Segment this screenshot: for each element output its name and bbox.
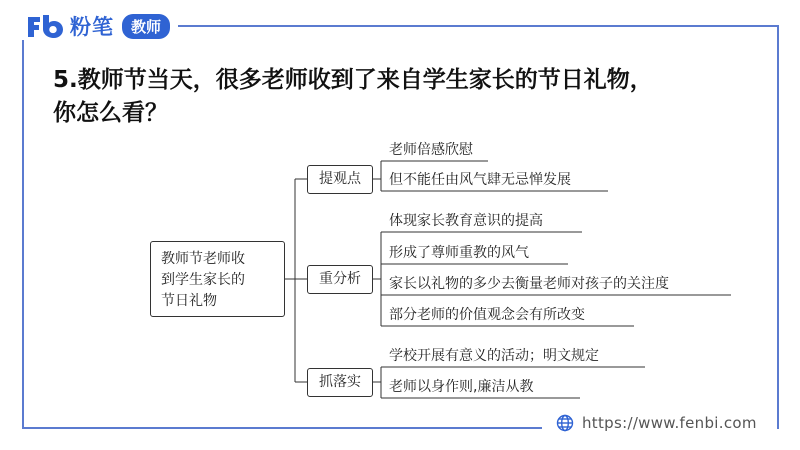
globe-icon xyxy=(556,414,574,432)
leaf-item: 体现家长教育意识的提高 xyxy=(389,213,543,229)
root-line: 节日礼物 xyxy=(161,293,217,309)
branch-node-implementation: 抓落实 xyxy=(307,368,373,397)
logo-badge: 教师 xyxy=(122,14,170,39)
root-line: 到学生家长的 xyxy=(161,272,245,288)
leaf-item: 但不能任由风气肆无忌惮发展 xyxy=(389,172,571,188)
leaf-item: 老师倍感欣慰 xyxy=(389,142,473,158)
leaf-item: 学校开展有意义的活动；明文规定 xyxy=(389,348,599,364)
question-line-2: 你怎么看？ xyxy=(53,100,168,126)
branch-node-analysis: 重分析 xyxy=(307,265,373,294)
mindmap-root-node xyxy=(150,241,285,317)
logo-brand-text: 粉笔 xyxy=(70,15,114,39)
leaf-item: 形成了尊师重教的风气 xyxy=(389,245,529,261)
leaf-item: 部分老师的价值观念会有所改变 xyxy=(389,307,585,323)
branch-node-viewpoint: 提观点 xyxy=(307,165,373,194)
website-url xyxy=(556,414,757,432)
question-line-1: 5.教师节当天，很多老师收到了来自学生家长的节日礼物， xyxy=(53,67,653,93)
leaf-item: 老师以身作则,廉洁从教 xyxy=(389,379,534,395)
leaf-item: 家长以礼物的多少去衡量老师对孩子的关注度 xyxy=(389,276,669,292)
url-text: https://www.fenbi.com xyxy=(582,414,757,432)
root-line: 教师节老师收 xyxy=(161,251,245,267)
